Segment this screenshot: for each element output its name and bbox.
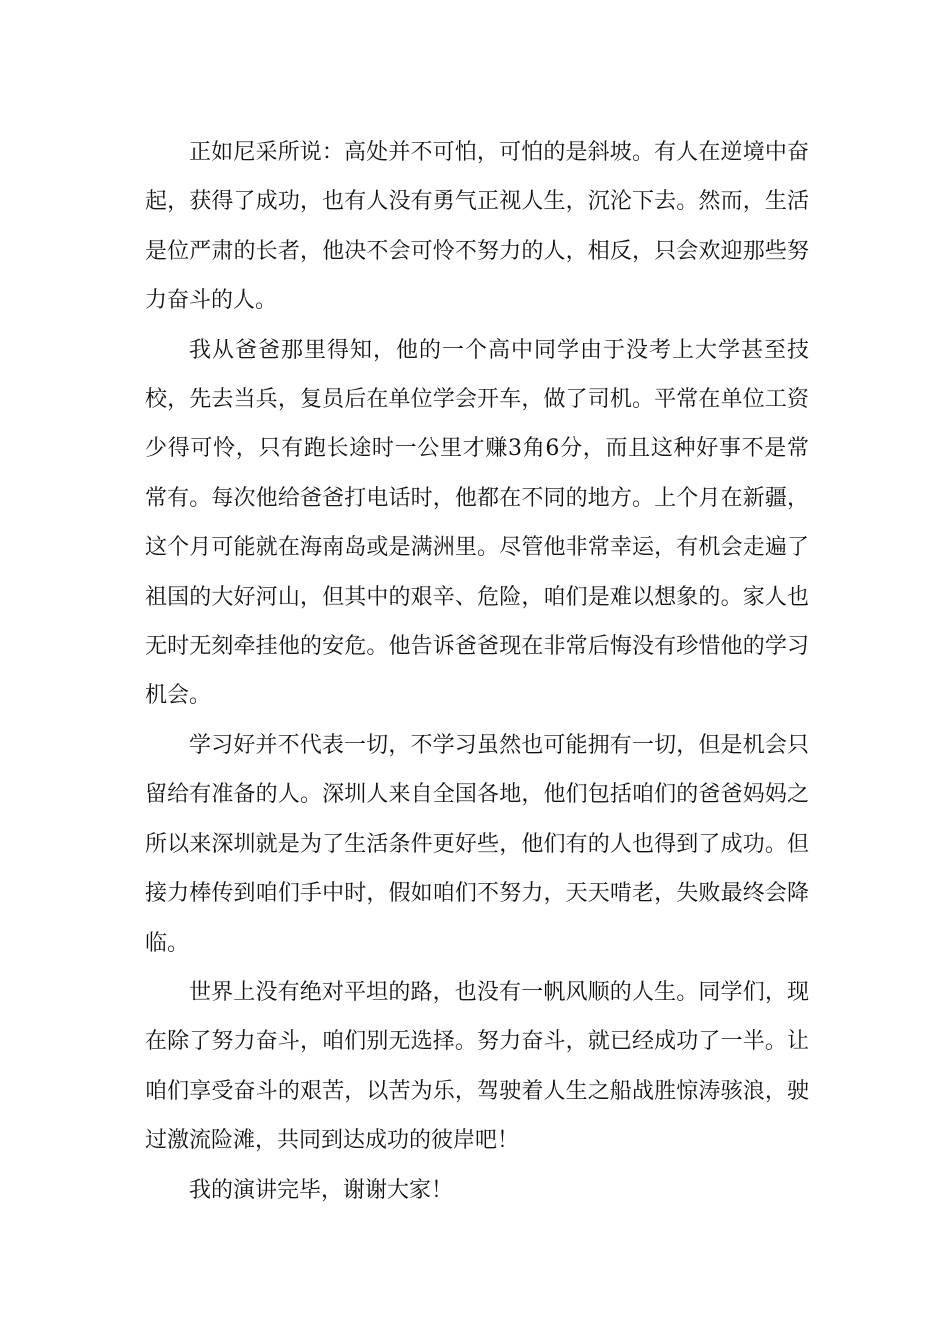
document-body: [145, 128, 809, 1215]
paragraph-4: 世界上没有绝对平坦的路，也没有一帆风顺的人生。同学们，现在除了努力奋斗，咱们别无选择。努力奋斗，就已经成功了一半。让咱们享受奋斗的艰苦，以苦为乐，驾驶着人生之船战胜惊涛骇浪，驶过激流险滩，共同到达成功的彼岸吧！: [145, 979, 809, 1154]
paragraph-3: 学习好并不代表一切，不学习虽然也可能拥有一切，但是机会只留给有准备的人。深圳人来自全国各地，他们包括咱们的爸爸妈妈之所以来深圳就是为了生活条件更好些，他们有的人也得到了成功。但接力棒传到咱们手中时，假如咱们不努力，天天啃老，失败最终会降临。: [145, 732, 809, 956]
paragraph-2: 我从爸爸那里得知，他的一个高中同学由于没考上大学甚至技校，先去当兵，复员后在单位学会开车，做了司机。平常在单位工资少得可怜，只有跑长途时一公里才赚3角6分，而且这种好事不是常常有。每次他给爸爸打电话时，他都在不同的地方。上个月在新疆，这个月可能就在海南岛或是满洲里。尽管他非常幸运，有机会走遍了祖国的大好河山，但其中的艰辛、危险，咱们是难以想象的。家人也无时无刻牵挂他的安危。他告诉爸爸现在非常后悔没有珍惜他的学习机会。: [145, 337, 809, 709]
paragraph-5: 我的演讲完毕，谢谢大家！: [189, 1177, 454, 1203]
paragraph-1: 正如尼采所说：高处并不可怕，可怕的是斜坡。有人在逆境中奋起，获得了成功，也有人没有勇气正视人生，沉沦下去。然而，生活是位严肃的长者，他决不会可怜不努力的人，相反，只会欢迎那些努力奋斗的人。: [145, 140, 809, 314]
